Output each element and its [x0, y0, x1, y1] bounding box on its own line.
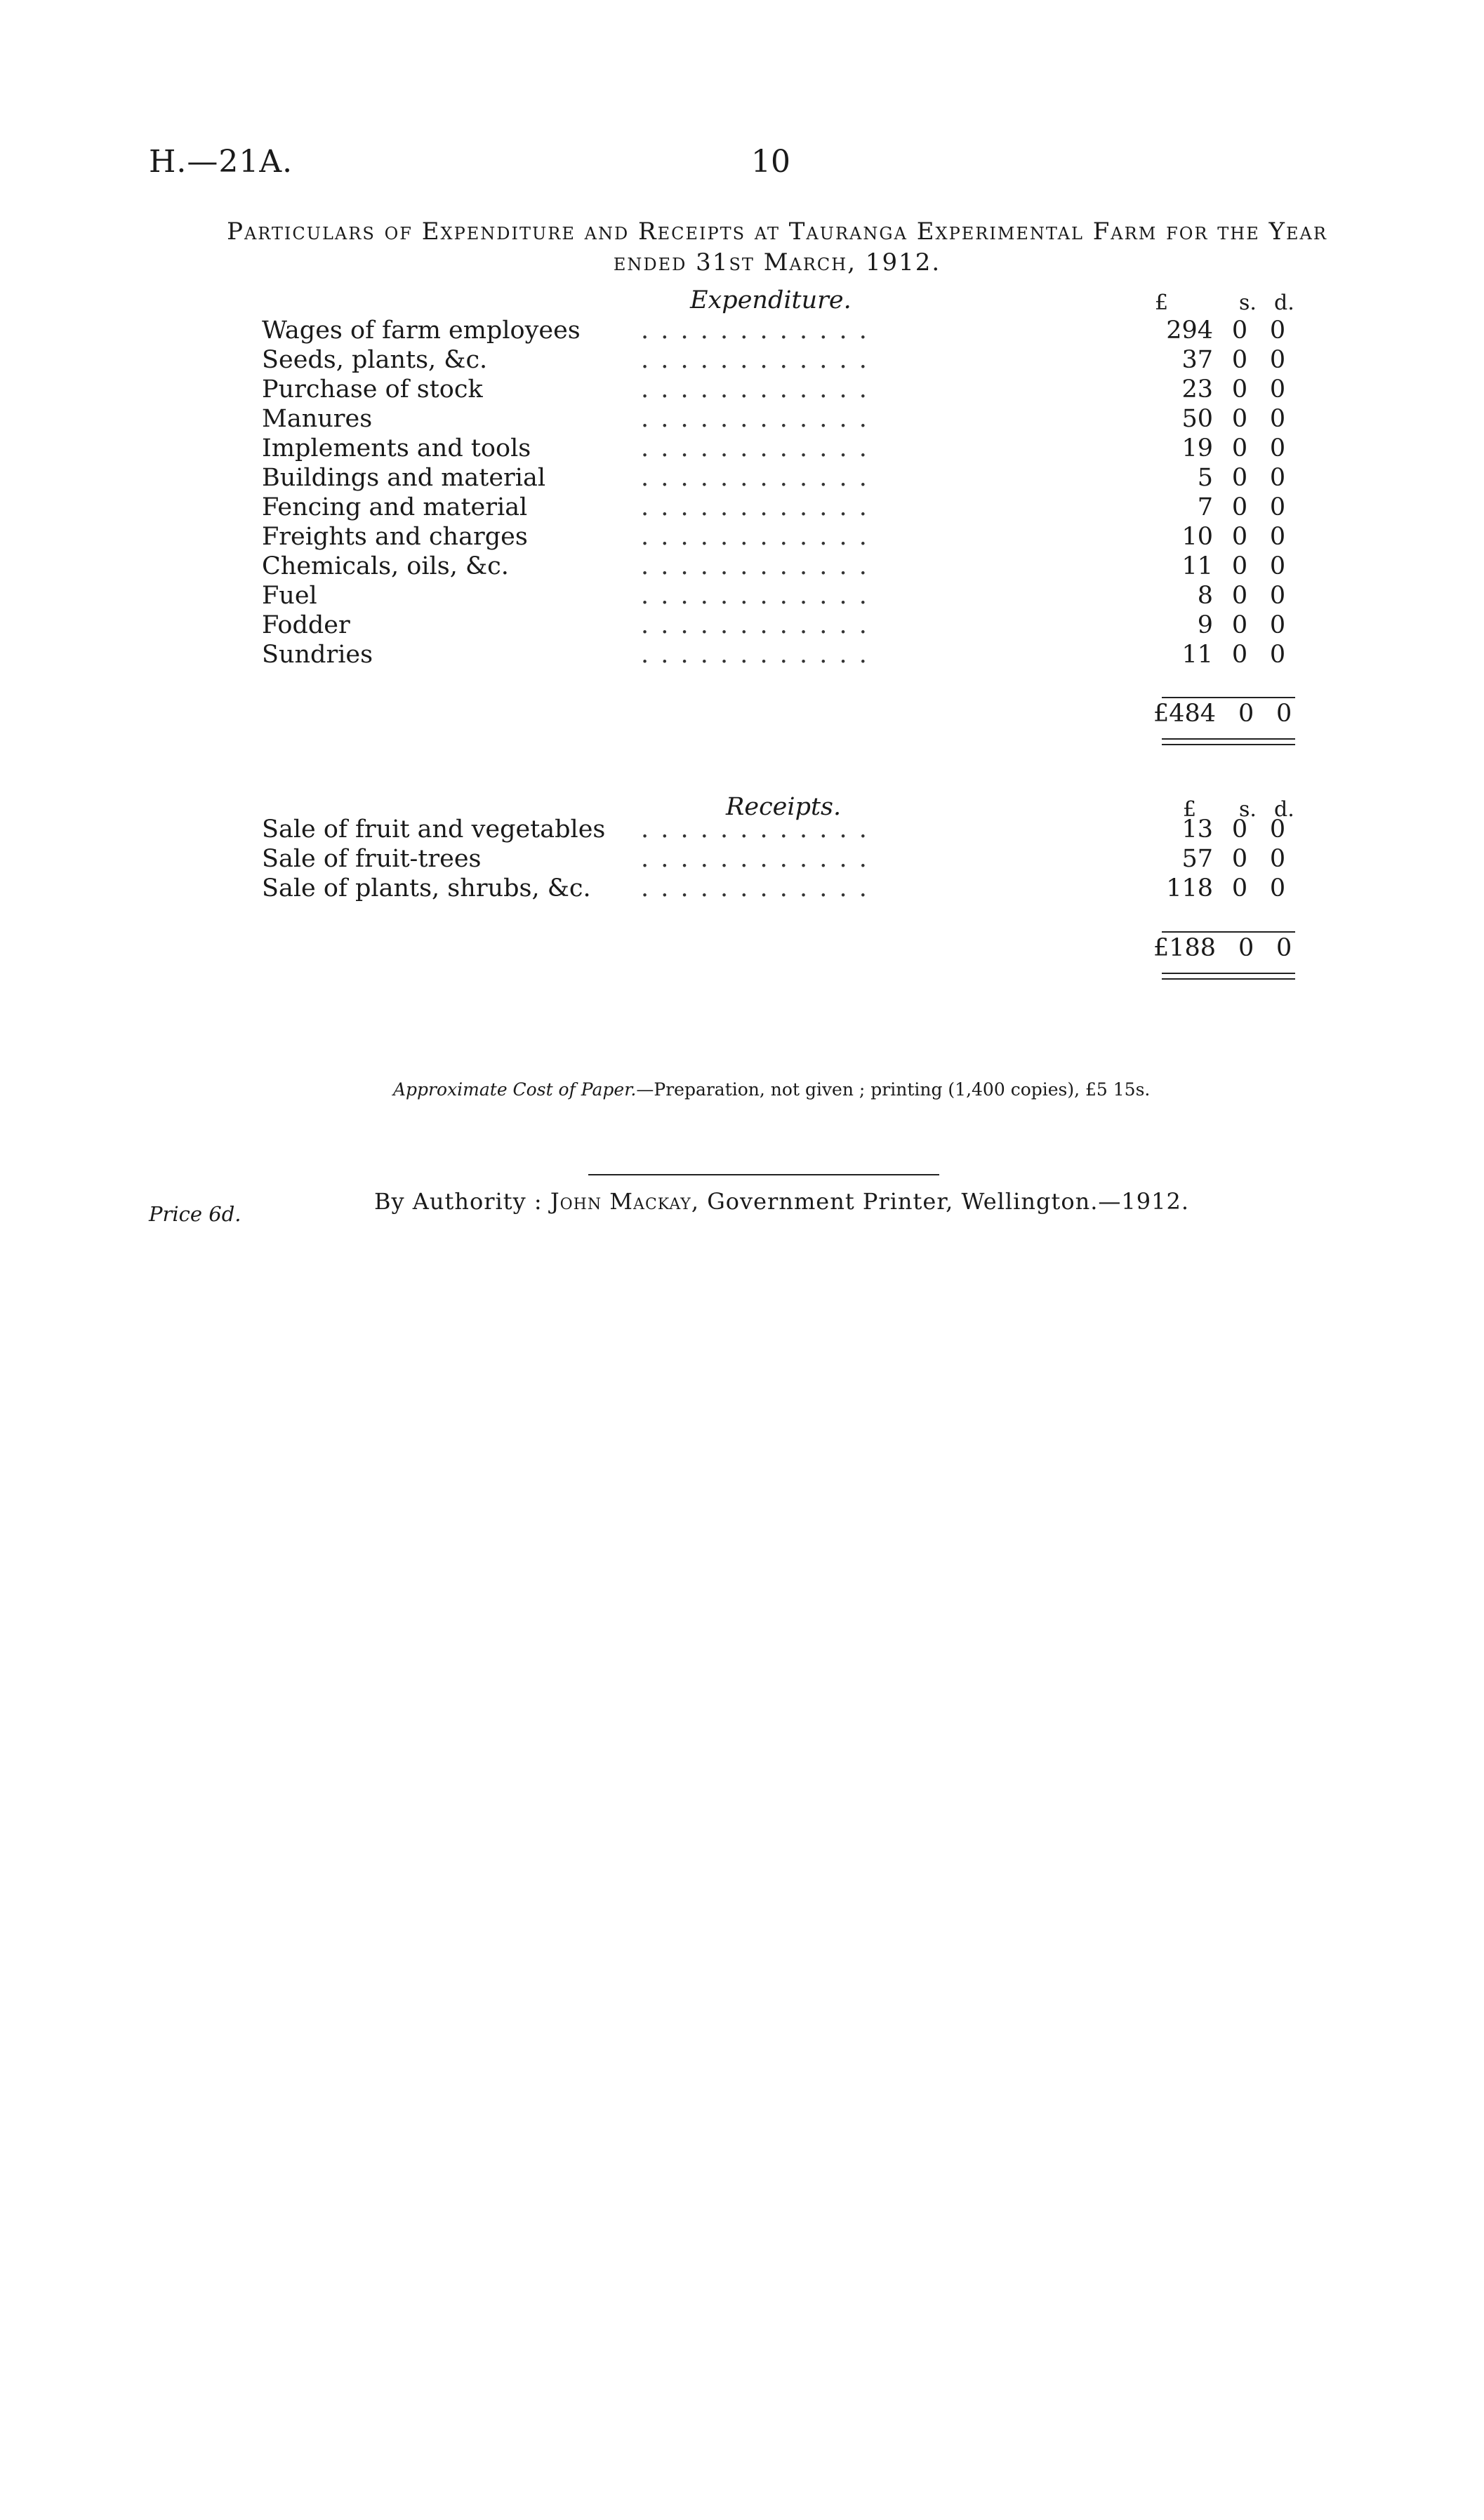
leader-dots: . . . . . . . . . . . .	[641, 582, 869, 610]
receipts-column-shillings: s.	[1239, 797, 1257, 822]
row-pence: 0	[1269, 405, 1286, 433]
row-pence: 0	[1269, 552, 1286, 580]
row-shillings: 0	[1231, 815, 1248, 844]
expenditure-row	[262, 316, 1294, 345]
leader-dots: . . . . . . . . . . . .	[641, 552, 869, 580]
receipts-column-pounds: £	[1183, 797, 1197, 822]
row-pounds: 7	[1197, 493, 1213, 521]
row-label: Fuel	[262, 582, 317, 610]
receipts-row	[262, 874, 1294, 903]
row-label: Chemicals, oils, &c.	[262, 552, 509, 580]
expenditure-row	[262, 434, 1294, 463]
leader-dots: . . . . . . . . . . . .	[641, 375, 869, 404]
page-number: 10	[751, 144, 790, 180]
row-label: Implements and tools	[262, 434, 531, 462]
leader-dots: . . . . . . . . . . . .	[641, 874, 869, 902]
row-pounds: 294	[1166, 316, 1213, 345]
row-shillings: 0	[1231, 405, 1248, 433]
row-pounds: 50	[1181, 405, 1213, 433]
expenditure-double-rule-1	[1162, 738, 1295, 740]
row-pence: 0	[1269, 434, 1286, 462]
row-pence: 0	[1269, 611, 1286, 639]
title-line-1: Particulars of Expenditure and Receipts at Tauranga Experimental Farm for the Year	[227, 218, 1327, 246]
row-pounds: 10	[1181, 523, 1213, 551]
row-label: Fodder	[262, 611, 350, 639]
row-shillings: 0	[1231, 316, 1248, 345]
row-pence: 0	[1269, 375, 1286, 404]
expenditure-row	[262, 345, 1294, 375]
receipts-total-pounds: £188	[1153, 934, 1217, 962]
authority-line	[374, 1188, 1189, 1215]
cost-note-text: —Preparation, not given ; printing (1,400 copies), £5 15s.	[636, 1079, 1151, 1100]
receipts-total-shillings: 0	[1238, 934, 1254, 962]
row-pounds: 118	[1166, 874, 1213, 902]
column-shillings: s.	[1239, 291, 1257, 315]
authority-suffix: , Government Printer, Wellington.—1912.	[691, 1188, 1189, 1215]
row-shillings: 0	[1231, 523, 1248, 551]
expenditure-total-shillings: 0	[1238, 700, 1254, 728]
row-shillings: 0	[1231, 464, 1248, 492]
row-pence: 0	[1269, 523, 1286, 551]
expenditure-row	[262, 375, 1294, 404]
receipts-column-pence: d.	[1274, 797, 1294, 822]
row-pence: 0	[1269, 346, 1286, 374]
row-label: Sale of fruit-trees	[262, 845, 482, 873]
row-label: Buildings and material	[262, 464, 546, 492]
row-label: Sale of fruit and vegetables	[262, 815, 606, 844]
receipts-total-rule	[1162, 931, 1295, 933]
row-pounds: 5	[1197, 464, 1213, 492]
leader-dots: . . . . . . . . . . . .	[641, 641, 869, 669]
receipts-total-pence: 0	[1276, 934, 1292, 962]
row-pence: 0	[1269, 316, 1286, 345]
leader-dots: . . . . . . . . . . . .	[641, 346, 869, 374]
row-shillings: 0	[1231, 493, 1248, 521]
receipts-heading: Receipts.	[726, 793, 842, 821]
row-shillings: 0	[1231, 375, 1248, 404]
expenditure-total-pounds: £484	[1153, 700, 1217, 728]
expenditure-row	[262, 463, 1294, 493]
column-pence: d.	[1274, 291, 1294, 315]
page-title	[149, 216, 1405, 278]
row-pence: 0	[1269, 493, 1286, 521]
document-reference: H.—21A.	[149, 144, 293, 180]
expenditure-total-pence: 0	[1276, 700, 1292, 728]
expenditure-heading: Expenditure.	[690, 286, 852, 314]
row-pence: 0	[1269, 845, 1286, 873]
expenditure-double-rule-2	[1162, 744, 1295, 745]
title-line-2: ended 31st March, 1912.	[613, 248, 941, 276]
row-shillings: 0	[1231, 434, 1248, 462]
leader-dots: . . . . . . . . . . . .	[641, 611, 869, 639]
leader-dots: . . . . . . . . . . . .	[641, 493, 869, 521]
row-label: Sundries	[262, 641, 373, 669]
leader-dots: . . . . . . . . . . . .	[641, 845, 869, 873]
row-label: Sale of plants, shrubs, &c.	[262, 874, 591, 902]
cost-note-label: Approximate Cost of Paper.	[393, 1079, 637, 1100]
expenditure-row	[262, 611, 1294, 640]
receipts-row	[262, 815, 1294, 844]
row-pounds: 23	[1181, 375, 1213, 404]
column-pounds: £	[1155, 291, 1169, 315]
expenditure-row	[262, 552, 1294, 581]
leader-dots: . . . . . . . . . . . .	[641, 405, 869, 433]
row-shillings: 0	[1231, 845, 1248, 873]
row-pounds: 8	[1197, 582, 1213, 610]
expenditure-row	[262, 493, 1294, 522]
expenditure-total-rule	[1162, 697, 1295, 698]
leader-dots: . . . . . . . . . . . .	[641, 316, 869, 345]
row-pence: 0	[1269, 582, 1286, 610]
row-pence: 0	[1269, 464, 1286, 492]
leader-dots: . . . . . . . . . . . .	[641, 815, 869, 844]
row-label: Manures	[262, 405, 373, 433]
row-pounds: 19	[1181, 434, 1213, 462]
row-label: Wages of farm employees	[262, 316, 581, 345]
row-shillings: 0	[1231, 346, 1248, 374]
row-label: Seeds, plants, &c.	[262, 346, 488, 374]
authority-prefix: By Authority :	[374, 1188, 550, 1215]
row-pounds: 57	[1181, 845, 1213, 873]
expenditure-row	[262, 581, 1294, 611]
row-pence: 0	[1269, 874, 1286, 902]
row-pence: 0	[1269, 641, 1286, 669]
row-shillings: 0	[1231, 641, 1248, 669]
row-label: Fencing and material	[262, 493, 528, 521]
price-label: Price 6d.	[149, 1202, 241, 1226]
receipts-double-rule-1	[1162, 973, 1295, 974]
leader-dots: . . . . . . . . . . . .	[641, 464, 869, 492]
expenditure-row	[262, 404, 1294, 434]
row-pence: 0	[1269, 815, 1286, 844]
row-pounds: 11	[1181, 641, 1213, 669]
row-pounds: 37	[1181, 346, 1213, 374]
row-shillings: 0	[1231, 611, 1248, 639]
receipts-double-rule-2	[1162, 978, 1295, 980]
row-label: Purchase of stock	[262, 375, 483, 404]
leader-dots: . . . . . . . . . . . .	[641, 434, 869, 462]
row-pounds: 11	[1181, 552, 1213, 580]
row-pounds: 9	[1197, 611, 1213, 639]
expenditure-row	[262, 640, 1294, 669]
row-shillings: 0	[1231, 552, 1248, 580]
row-shillings: 0	[1231, 582, 1248, 610]
authority-rule	[588, 1174, 939, 1175]
row-label: Freights and charges	[262, 523, 528, 551]
row-pounds: 13	[1181, 815, 1213, 844]
receipts-row	[262, 844, 1294, 874]
leader-dots: . . . . . . . . . . . .	[641, 523, 869, 551]
row-shillings: 0	[1231, 874, 1248, 902]
cost-of-paper-note	[393, 1079, 1150, 1100]
printer-name: John Mackay	[550, 1188, 691, 1215]
expenditure-row	[262, 522, 1294, 552]
